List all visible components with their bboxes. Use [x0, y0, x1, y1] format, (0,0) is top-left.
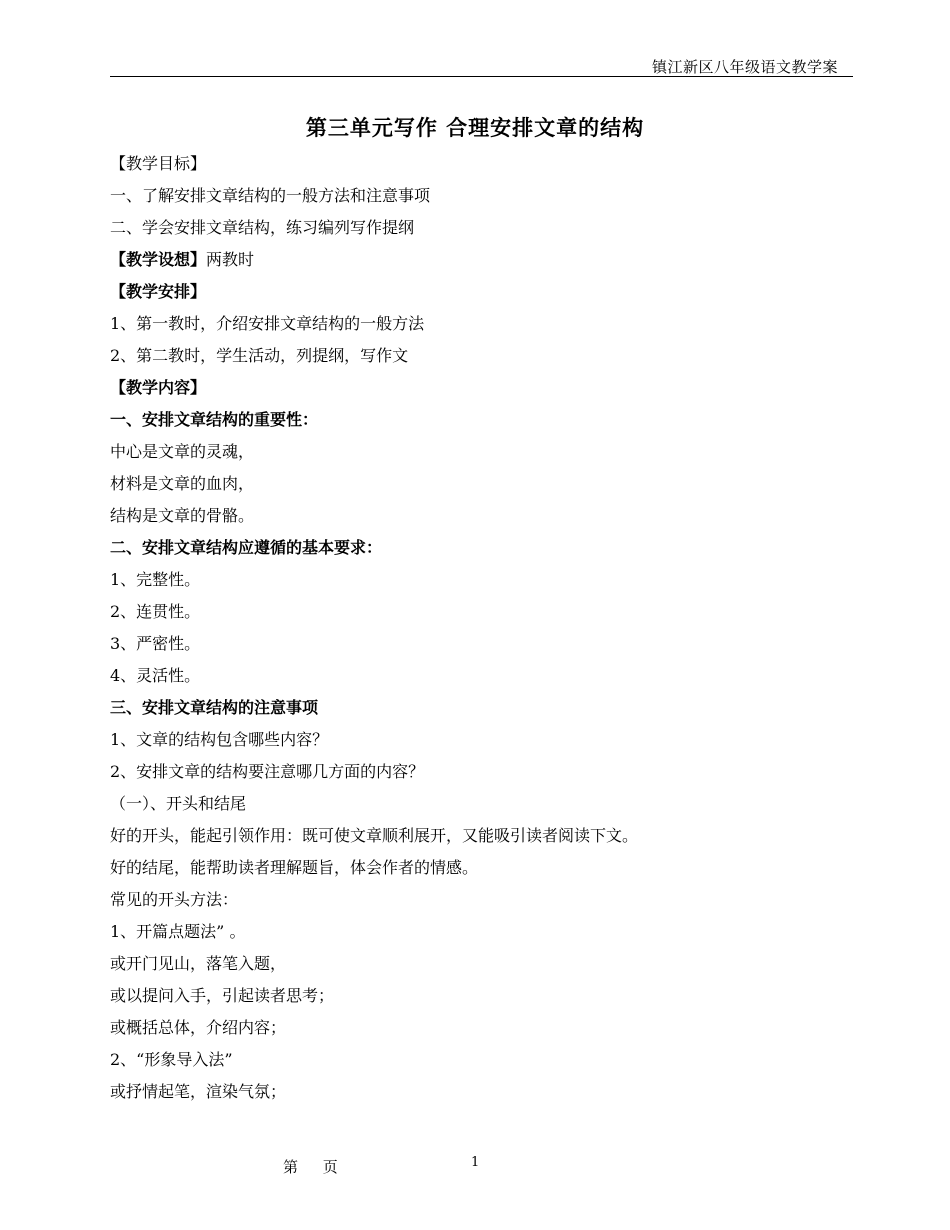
- body-line: 4、灵活性。: [110, 666, 201, 685]
- body-line: 1、第一教时，介绍安排文章结构的一般方法: [110, 314, 425, 333]
- footer-page-label: 第 页: [283, 1158, 344, 1176]
- body-line: 1、文章的结构包含哪些内容？: [110, 730, 329, 749]
- body-line: 【教学安排】: [110, 282, 207, 301]
- line-bold-prefix: 【教学设想】: [110, 250, 207, 269]
- body-line: 2、第二教时，学生活动，列提纲，写作文: [110, 346, 409, 365]
- body-line: 1、开篇点题法” 。: [110, 922, 246, 941]
- body-line: 【教学内容】: [110, 378, 207, 397]
- header-divider: [110, 76, 853, 77]
- body-line: [110, 244, 870, 276]
- body-line: 二、学会安排文章结构，练习编列写作提纲: [110, 218, 415, 237]
- body-line: 【教学目标】: [110, 154, 207, 173]
- footer-page-number: 1: [471, 1155, 480, 1170]
- body-line: 一、了解安排文章结构的一般方法和注意事项: [110, 186, 431, 205]
- body-line: 2、“形象导入法”: [110, 1050, 233, 1069]
- body-line: 中心是文章的灵魂，: [110, 442, 255, 461]
- body-line: 二、安排文章结构应遵循的基本要求：: [110, 538, 383, 557]
- body-line: 结构是文章的骨骼。: [110, 506, 255, 525]
- document-title: 第三单元写作 合理安排文章的结构: [305, 116, 645, 140]
- body-line: 或概括总体，介绍内容；: [110, 1018, 287, 1037]
- body-line: 1、完整性。: [110, 570, 201, 589]
- body-line: 2、连贯性。: [110, 602, 201, 621]
- body-line: 常见的开头方法：: [110, 890, 239, 909]
- body-line: 材料是文章的血肉，: [110, 474, 255, 493]
- body-line: 一、安排文章结构的重要性：: [110, 410, 319, 429]
- body-line: 或开门见山，落笔入题，: [110, 954, 287, 973]
- body-line: （一）、开头和结尾: [110, 794, 247, 813]
- body-line: 三、安排文章结构的注意事项: [110, 698, 319, 717]
- body-line: 好的开头，能起引领作用：既可使文章顺利展开，又能吸引读者阅读下文。: [110, 826, 639, 845]
- line-rest: 两教时: [206, 250, 255, 269]
- document-body: [110, 148, 870, 1108]
- body-line: 3、严密性。: [110, 634, 201, 653]
- body-line: 或抒情起笔，渲染气氛；: [110, 1082, 287, 1101]
- body-line: 或以提问入手，引起读者思考；: [110, 986, 335, 1005]
- running-header: 镇江新区八年级语文教学案: [651, 58, 838, 76]
- body-line: 好的结尾，能帮助读者理解题旨，体会作者的情感。: [110, 858, 479, 877]
- body-line: 2、安排文章的结构要注意哪几方面的内容？: [110, 762, 425, 781]
